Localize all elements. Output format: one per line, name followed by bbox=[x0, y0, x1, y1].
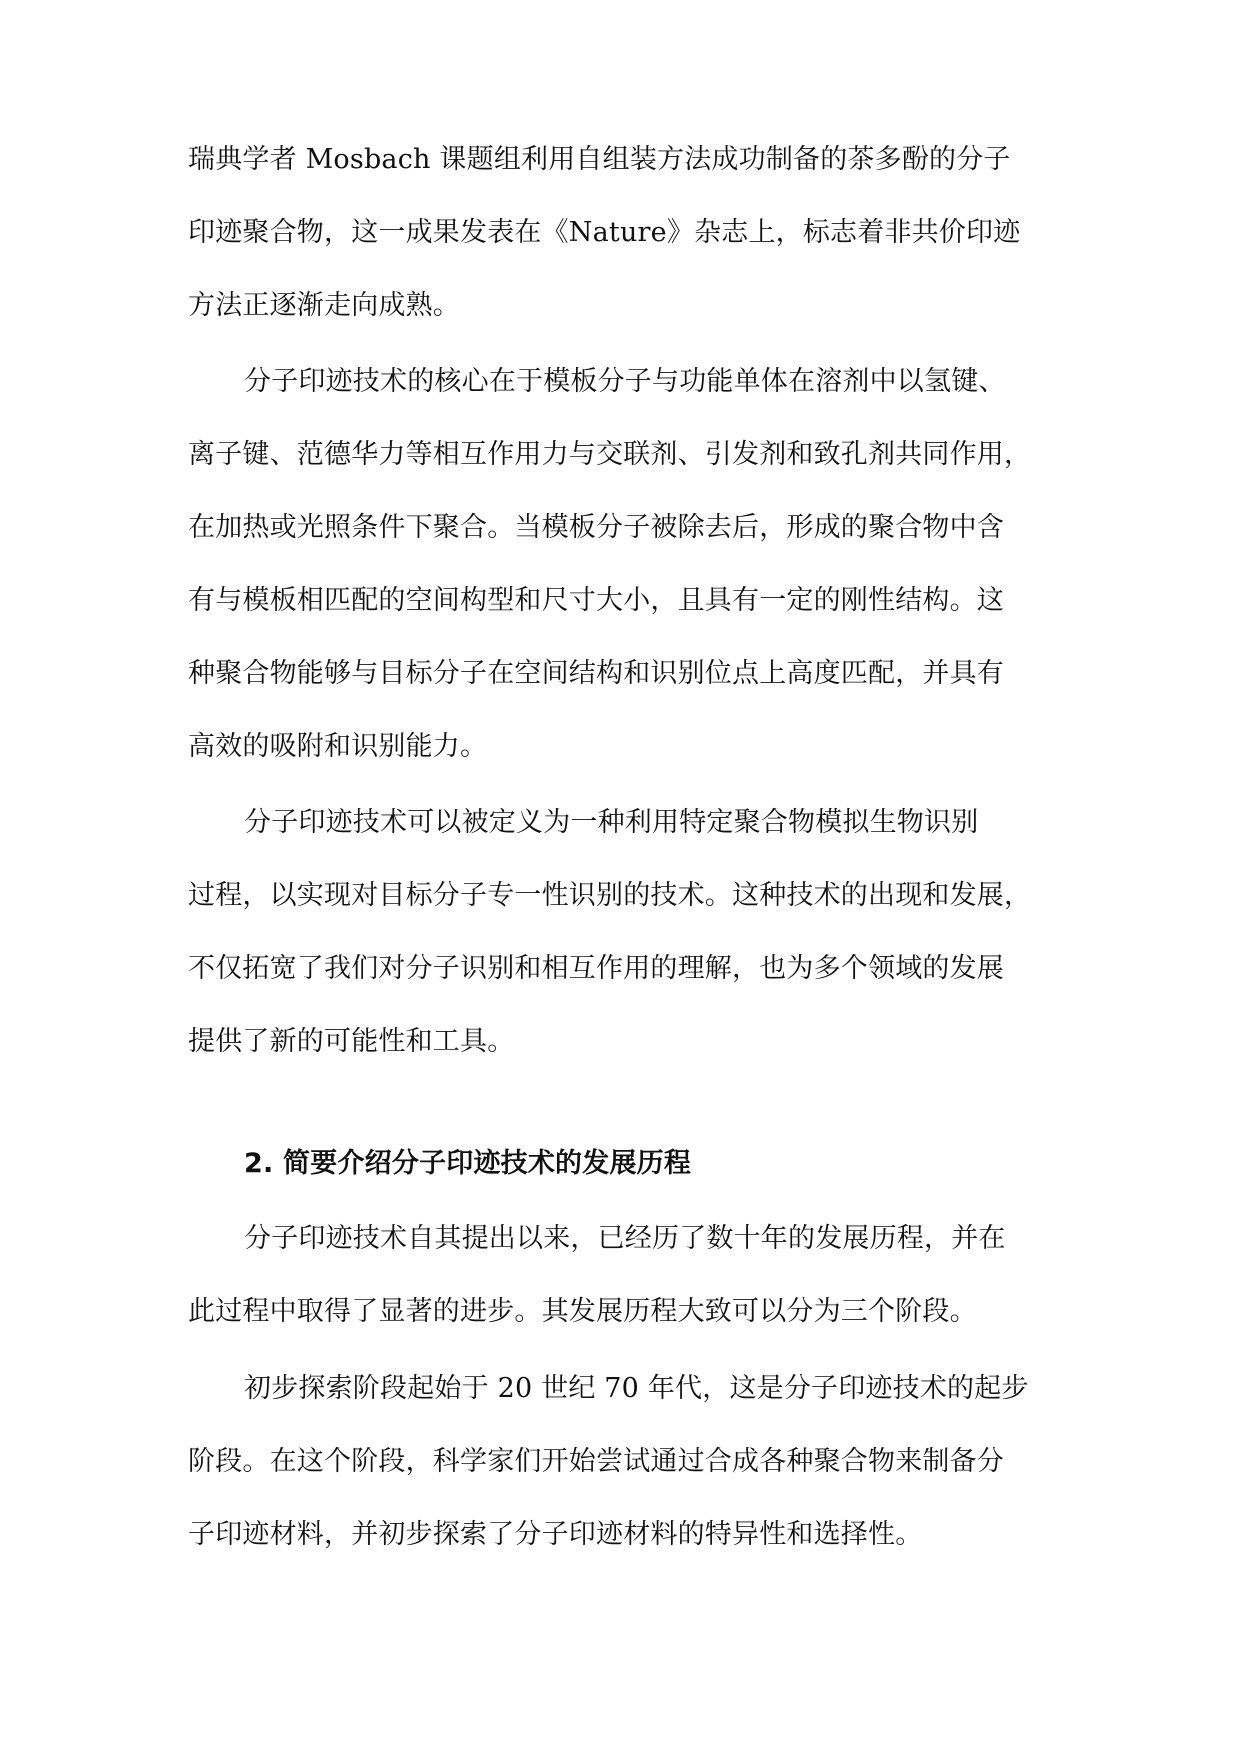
paragraph-3-line-4: 提供了新的可能性和工具。 bbox=[188, 1026, 515, 1057]
paragraph-2-line-5: 种聚合物能够与目标分子在空间结构和识别位点上高度匹配，并具有 bbox=[188, 658, 1004, 689]
paragraph-4-line-1: 分子印迹技术自其提出以来，已经历了数十年的发展历程，并在 bbox=[244, 1223, 1006, 1254]
paragraph-2-line-6: 高效的吸附和识别能力。 bbox=[188, 731, 488, 762]
paragraph-4-line-2: 此过程中取得了显著的进步。其发展历程大致可以分为三个阶段。 bbox=[188, 1296, 977, 1327]
paragraph-2-line-4: 有与模板相匹配的空间构型和尺寸大小，且具有一定的刚性结构。这 bbox=[188, 585, 1004, 616]
paragraph-1-line-2: 印迹聚合物，这一成果发表在《Nature》杂志上，标志着非共价印迹 bbox=[188, 217, 1021, 248]
paragraph-3-line-1: 分子印迹技术可以被定义为一种利用特定聚合物模拟生物识别 bbox=[244, 807, 979, 838]
paragraph-2-line-3: 在加热或光照条件下聚合。当模板分子被除去后，形成的聚合物中含 bbox=[188, 512, 1004, 543]
paragraph-1-line-1: 瑞典学者 Mosbach 课题组利用自组装方法成功制备的茶多酚的分子 bbox=[188, 144, 1011, 175]
paragraph-3-line-3: 不仅拓宽了我们对分子识别和相互作用的理解，也为多个领域的发展 bbox=[188, 953, 1004, 984]
paragraph-5-line-3: 子印迹材料，并初步探索了分子印迹材料的特异性和选择性。 bbox=[188, 1519, 923, 1550]
paragraph-1-line-3: 方法正逐渐走向成熟。 bbox=[188, 290, 460, 321]
paragraph-2-line-1: 分子印迹技术的核心在于模板分子与功能单体在溶剂中以氢键、 bbox=[244, 366, 1006, 397]
paragraph-3-line-2: 过程，以实现对目标分子专一性识别的技术。这种技术的出现和发展， bbox=[188, 880, 1032, 911]
paragraph-5-line-2: 阶段。在这个阶段，科学家们开始尝试通过合成各种聚合物来制备分 bbox=[188, 1446, 1004, 1477]
paragraph-5-line-1: 初步探索阶段起始于 20 世纪 70 年代，这是分子印迹技术的起步 bbox=[244, 1373, 1029, 1404]
section-heading: 2. 简要介绍分子印迹技术的发展历程 bbox=[244, 1148, 692, 1179]
paragraph-2-line-2: 离子键、范德华力等相互作用力与交联剂、引发剂和致孔剂共同作用， bbox=[188, 439, 1032, 470]
